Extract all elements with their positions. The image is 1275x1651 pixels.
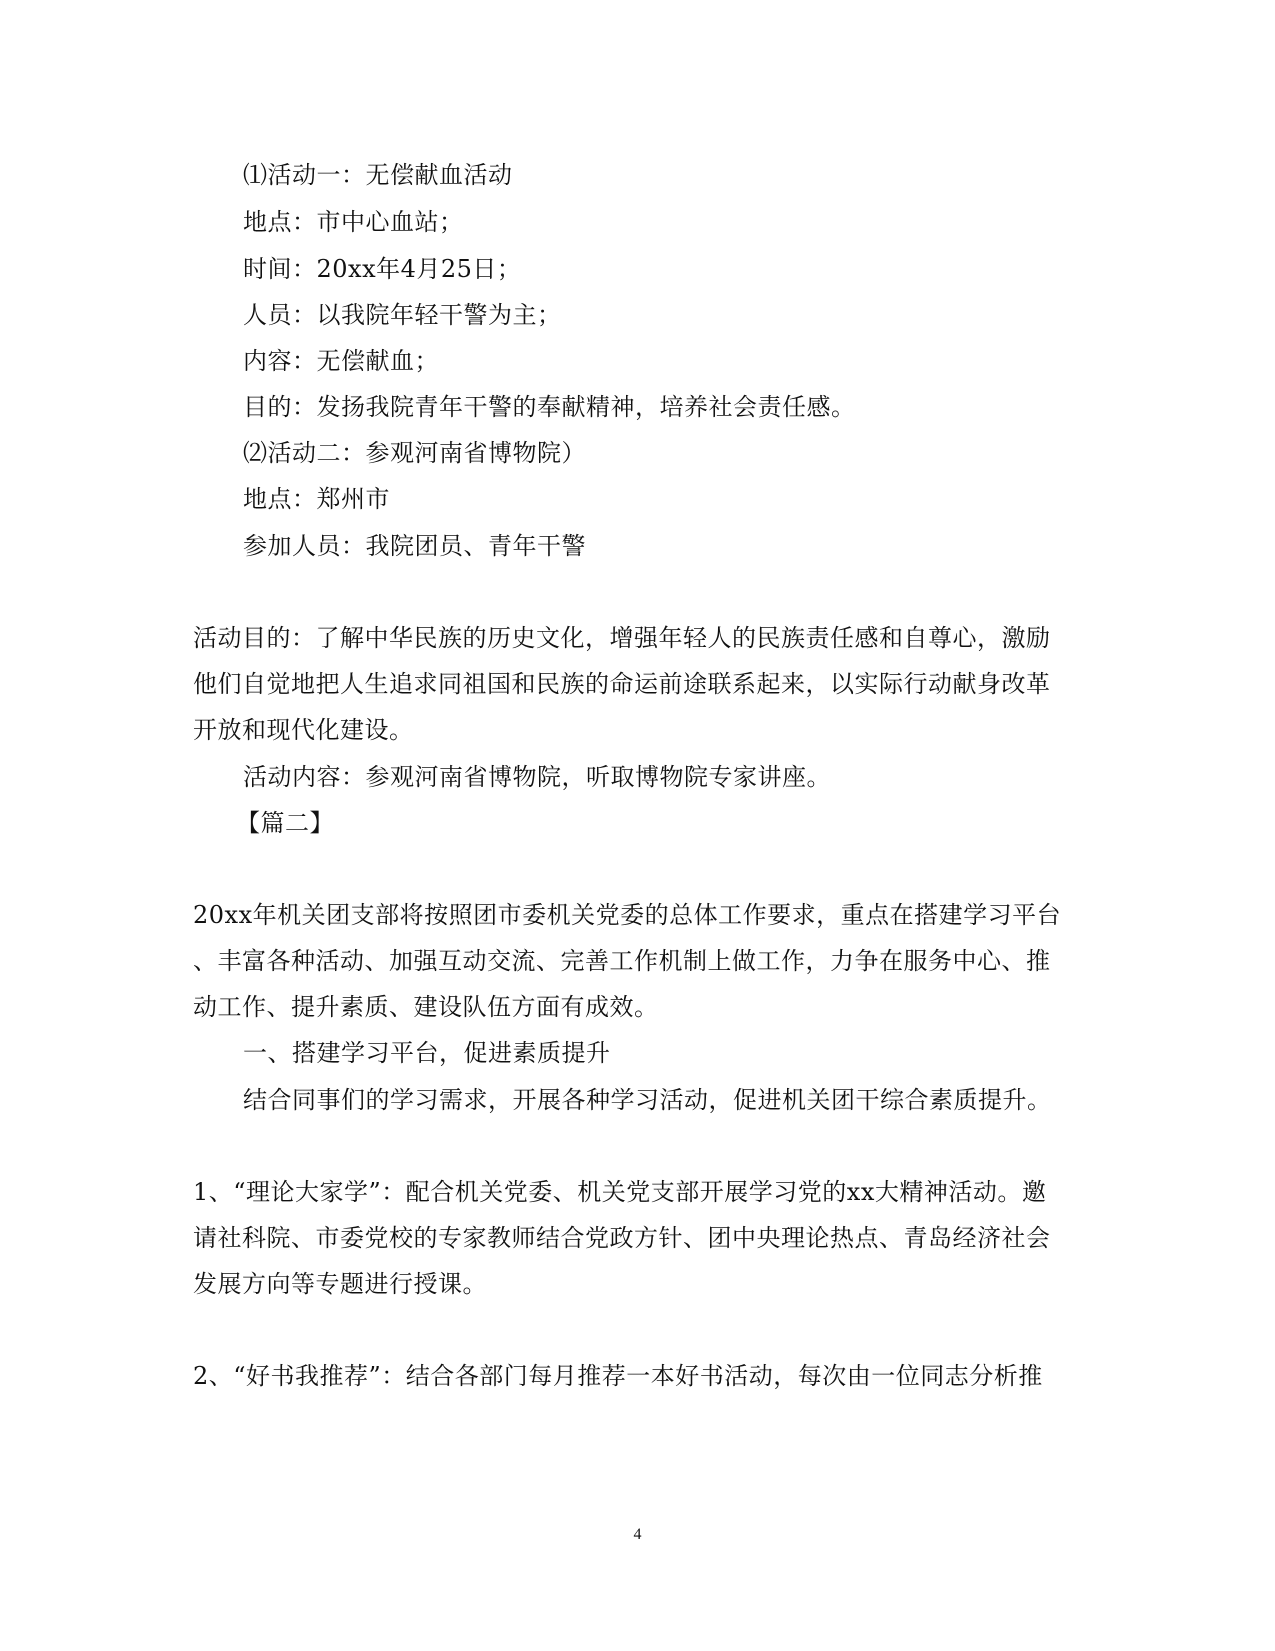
- intro-paragraph-line-3: 动工作、提升素质、建设队伍方面有成效。: [193, 993, 659, 1021]
- item-1-line-1: 1、“理论大家学”：配合机关党委、机关党支部开展学习党的xx大精神活动。邀: [193, 1178, 1047, 1206]
- intro-paragraph-line-2: 、丰富各种活动、加强互动交流、完善工作机制上做工作，力争在服务中心、推: [193, 947, 1051, 975]
- activity-two-title: ⑵活动二：参观河南省博物院）: [243, 439, 586, 467]
- activity-one-purpose: 目的：发扬我院青年干警的奉献精神，培养社会责任感。: [243, 393, 856, 421]
- activity-two-purpose-line-2: 他们自觉地把人生追求同祖国和民族的命运前途联系起来，以实际行动献身改革: [193, 670, 1051, 698]
- activity-one-content: 内容：无偿献血；: [243, 347, 439, 375]
- learning-platform-description: 结合同事们的学习需求，开展各种学习活动，促进机关团干综合素质提升。: [243, 1086, 1052, 1114]
- activity-one-location: 地点：市中心血站；: [243, 208, 464, 236]
- item-2-line-1: 2、“好书我推荐”：结合各部门每月推荐一本好书活动，每次由一位同志分析推: [193, 1362, 1043, 1390]
- activity-one-people: 人员：以我院年轻干警为主；: [243, 301, 562, 329]
- section-heading-part-two: 【篇二】: [236, 809, 334, 837]
- item-1-line-3: 发展方向等专题进行授课。: [193, 1270, 487, 1298]
- intro-paragraph-line-1: 20xx年机关团支部将按照团市委机关党委的总体工作要求，重点在搭建学习平台: [193, 901, 1062, 929]
- activity-one-time: 时间：20xx年4月25日；: [243, 255, 522, 283]
- activity-two-location: 地点：郑州市: [243, 485, 390, 513]
- subheading-learning-platform: 一、搭建学习平台，促进素质提升: [243, 1039, 611, 1067]
- activity-two-participants: 参加人员：我院团员、青年干警: [243, 532, 586, 560]
- activity-one-title: ⑴活动一：无偿献血活动: [243, 161, 513, 189]
- page-number: 4: [633, 1526, 642, 1543]
- item-1-line-2: 请社科院、市委党校的专家教师结合党政方针、团中央理论热点、青岛经济社会: [193, 1224, 1051, 1252]
- activity-two-purpose-line-3: 开放和现代化建设。: [193, 716, 414, 744]
- activity-two-purpose-line-1: 活动目的：了解中华民族的历史文化，增强年轻人的民族责任感和自尊心，激励: [193, 624, 1051, 652]
- activity-two-content: 活动内容：参观河南省博物院，听取博物院专家讲座。: [243, 763, 831, 791]
